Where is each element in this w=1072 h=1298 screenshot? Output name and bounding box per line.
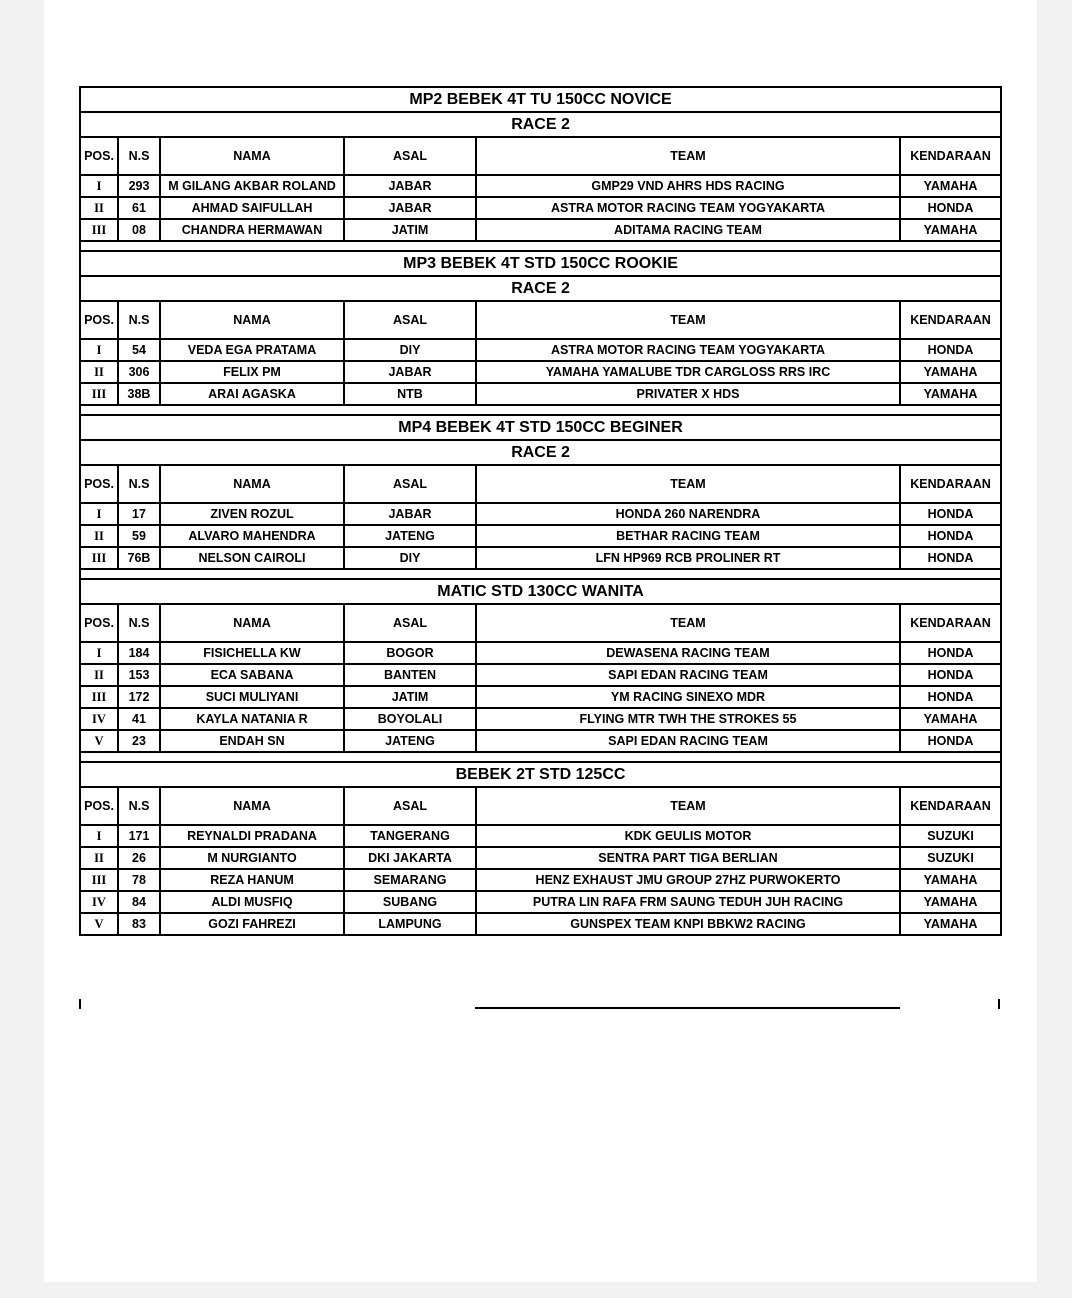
cell-nama: M GILANG AKBAR ROLAND	[160, 175, 344, 197]
cell-nama: ARAI AGASKA	[160, 383, 344, 405]
header-pos: POS.	[80, 787, 118, 825]
cell-pos: I	[80, 175, 118, 197]
table-row	[80, 825, 1001, 847]
cell-asal: JABAR	[344, 361, 476, 383]
cell-asal: JABAR	[344, 197, 476, 219]
table-row	[80, 664, 1001, 686]
cell-kendaraan: HONDA	[900, 525, 1001, 547]
section-spacer	[80, 752, 1001, 762]
header-pos: POS.	[80, 301, 118, 339]
cell-asal: DIY	[344, 547, 476, 569]
header-ns: N.S	[118, 465, 160, 503]
cell-pos: I	[80, 339, 118, 361]
cell-pos: III	[80, 869, 118, 891]
cell-pos: V	[80, 913, 118, 935]
cell-team: KDK GEULIS MOTOR	[476, 825, 900, 847]
section-title-row	[80, 415, 1001, 440]
header-kendaraan: KENDARAAN	[900, 604, 1001, 642]
cell-kendaraan: HONDA	[900, 664, 1001, 686]
table-row	[80, 361, 1001, 383]
cell-pos: II	[80, 525, 118, 547]
cell-team: PRIVATER X HDS	[476, 383, 900, 405]
cell-asal: DKI JAKARTA	[344, 847, 476, 869]
cell-ns: 26	[118, 847, 160, 869]
header-kendaraan: KENDARAAN	[900, 137, 1001, 175]
cell-team: SAPI EDAN RACING TEAM	[476, 664, 900, 686]
section-title-row	[80, 251, 1001, 276]
race-results-table	[79, 86, 1002, 936]
cell-pos: III	[80, 383, 118, 405]
table-row	[80, 503, 1001, 525]
table-row	[80, 708, 1001, 730]
cell-asal: JATENG	[344, 730, 476, 752]
cell-nama: KAYLA NATANIA R	[160, 708, 344, 730]
section-spacer	[80, 241, 1001, 251]
header-team: TEAM	[476, 787, 900, 825]
section-spacer	[80, 569, 1001, 579]
cell-nama: GOZI FAHREZI	[160, 913, 344, 935]
cell-ns: 171	[118, 825, 160, 847]
cell-team: DEWASENA RACING TEAM	[476, 642, 900, 664]
cell-team: HENZ EXHAUST JMU GROUP 27HZ PURWOKERTO	[476, 869, 900, 891]
cell-team: ASTRA MOTOR RACING TEAM YOGYAKARTA	[476, 339, 900, 361]
cell-nama: CHANDRA HERMAWAN	[160, 219, 344, 241]
cell-nama: AHMAD SAIFULLAH	[160, 197, 344, 219]
cell-nama: ALDI MUSFIQ	[160, 891, 344, 913]
section-spacer-cell	[80, 569, 1001, 579]
table-row	[80, 339, 1001, 361]
section-title-row	[80, 762, 1001, 787]
table-row	[80, 547, 1001, 569]
cell-pos: III	[80, 547, 118, 569]
cell-pos: I	[80, 825, 118, 847]
results-document	[79, 86, 1000, 936]
cell-pos: V	[80, 730, 118, 752]
header-asal: ASAL	[344, 604, 476, 642]
cell-kendaraan: HONDA	[900, 686, 1001, 708]
header-pos: POS.	[80, 465, 118, 503]
cell-kendaraan: HONDA	[900, 197, 1001, 219]
cell-ns: 61	[118, 197, 160, 219]
cell-nama: M NURGIANTO	[160, 847, 344, 869]
header-pos: POS.	[80, 604, 118, 642]
cell-asal: JABAR	[344, 175, 476, 197]
table-row	[80, 686, 1001, 708]
cell-pos: I	[80, 503, 118, 525]
cell-kendaraan: HONDA	[900, 503, 1001, 525]
section-spacer-cell	[80, 752, 1001, 762]
header-nama: NAMA	[160, 301, 344, 339]
cell-kendaraan: HONDA	[900, 339, 1001, 361]
cell-pos: II	[80, 664, 118, 686]
section-title-row	[80, 87, 1001, 112]
cell-pos: III	[80, 686, 118, 708]
cell-ns: 17	[118, 503, 160, 525]
table-row	[80, 197, 1001, 219]
section-title: MP3 BEBEK 4T STD 150CC ROOKIE	[80, 251, 1001, 276]
cell-kendaraan: HONDA	[900, 642, 1001, 664]
column-header-row	[80, 604, 1001, 642]
section-spacer-cell	[80, 405, 1001, 415]
header-ns: N.S	[118, 604, 160, 642]
section-spacer-cell	[80, 241, 1001, 251]
cell-ns: 54	[118, 339, 160, 361]
header-ns: N.S	[118, 137, 160, 175]
cell-kendaraan: YAMAHA	[900, 361, 1001, 383]
cell-asal: JATENG	[344, 525, 476, 547]
cell-pos: IV	[80, 708, 118, 730]
cell-ns: 08	[118, 219, 160, 241]
table-row	[80, 891, 1001, 913]
cell-asal: SUBANG	[344, 891, 476, 913]
header-team: TEAM	[476, 137, 900, 175]
table-row	[80, 525, 1001, 547]
cell-asal: JATIM	[344, 686, 476, 708]
cell-pos: II	[80, 197, 118, 219]
cell-nama: ZIVEN ROZUL	[160, 503, 344, 525]
section-spacer	[80, 405, 1001, 415]
header-nama: NAMA	[160, 787, 344, 825]
header-team: TEAM	[476, 604, 900, 642]
table-row	[80, 175, 1001, 197]
race-label: RACE 2	[80, 440, 1001, 465]
cell-kendaraan: YAMAHA	[900, 913, 1001, 935]
cell-team: YM RACING SINEXO MDR	[476, 686, 900, 708]
document-page	[44, 0, 1037, 1282]
race-label: RACE 2	[80, 112, 1001, 137]
cell-ns: 184	[118, 642, 160, 664]
cell-team: YAMAHA YAMALUBE TDR CARGLOSS RRS IRC	[476, 361, 900, 383]
header-asal: ASAL	[344, 301, 476, 339]
cell-nama: FISICHELLA KW	[160, 642, 344, 664]
cell-asal: BANTEN	[344, 664, 476, 686]
header-ns: N.S	[118, 787, 160, 825]
table-row	[80, 642, 1001, 664]
cell-team: ASTRA MOTOR RACING TEAM YOGYAKARTA	[476, 197, 900, 219]
cell-asal: TANGERANG	[344, 825, 476, 847]
cell-team: PUTRA LIN RAFA FRM SAUNG TEDUH JUH RACING	[476, 891, 900, 913]
cell-team: BETHAR RACING TEAM	[476, 525, 900, 547]
column-header-row	[80, 465, 1001, 503]
section-title: BEBEK 2T STD 125CC	[80, 762, 1001, 787]
cell-pos: II	[80, 361, 118, 383]
cell-kendaraan: HONDA	[900, 730, 1001, 752]
cell-ns: 23	[118, 730, 160, 752]
cell-pos: II	[80, 847, 118, 869]
race-label-row	[80, 276, 1001, 301]
header-kendaraan: KENDARAAN	[900, 787, 1001, 825]
header-nama: NAMA	[160, 465, 344, 503]
cell-ns: 172	[118, 686, 160, 708]
team-column-underline	[475, 1007, 900, 1009]
cell-team: GMP29 VND AHRS HDS RACING	[476, 175, 900, 197]
section-title: MP2 BEBEK 4T TU 150CC NOVICE	[80, 87, 1001, 112]
cell-team: SENTRA PART TIGA BERLIAN	[476, 847, 900, 869]
column-header-row	[80, 787, 1001, 825]
cell-nama: REYNALDI PRADANA	[160, 825, 344, 847]
cell-asal: DIY	[344, 339, 476, 361]
section-title-row	[80, 579, 1001, 604]
cell-team: ADITAMA RACING TEAM	[476, 219, 900, 241]
cell-pos: IV	[80, 891, 118, 913]
cell-kendaraan: HONDA	[900, 547, 1001, 569]
cell-nama: REZA HANUM	[160, 869, 344, 891]
cell-team: LFN HP969 RCB PROLINER RT	[476, 547, 900, 569]
section-title: MATIC STD 130CC WANITA	[80, 579, 1001, 604]
cell-asal: NTB	[344, 383, 476, 405]
cell-ns: 41	[118, 708, 160, 730]
cell-ns: 153	[118, 664, 160, 686]
cell-nama: ALVARO MAHENDRA	[160, 525, 344, 547]
header-nama: NAMA	[160, 137, 344, 175]
cell-asal: SEMARANG	[344, 869, 476, 891]
header-pos: POS.	[80, 137, 118, 175]
cell-asal: BOGOR	[344, 642, 476, 664]
cell-nama: ENDAH SN	[160, 730, 344, 752]
cell-team: GUNSPEX TEAM KNPI BBKW2 RACING	[476, 913, 900, 935]
header-team: TEAM	[476, 301, 900, 339]
cell-kendaraan: YAMAHA	[900, 869, 1001, 891]
cell-kendaraan: SUZUKI	[900, 847, 1001, 869]
cell-kendaraan: SUZUKI	[900, 825, 1001, 847]
table-row	[80, 219, 1001, 241]
cell-kendaraan: YAMAHA	[900, 383, 1001, 405]
cell-ns: 59	[118, 525, 160, 547]
cell-kendaraan: YAMAHA	[900, 219, 1001, 241]
header-asal: ASAL	[344, 465, 476, 503]
cell-asal: BOYOLALI	[344, 708, 476, 730]
table-edge-left	[79, 999, 81, 1009]
cell-ns: 83	[118, 913, 160, 935]
cell-ns: 76B	[118, 547, 160, 569]
cell-ns: 78	[118, 869, 160, 891]
cell-pos: I	[80, 642, 118, 664]
cell-team: HONDA 260 NARENDRA	[476, 503, 900, 525]
cell-team: FLYING MTR TWH THE STROKES 55	[476, 708, 900, 730]
cell-ns: 293	[118, 175, 160, 197]
header-team: TEAM	[476, 465, 900, 503]
cell-nama: NELSON CAIROLI	[160, 547, 344, 569]
header-asal: ASAL	[344, 787, 476, 825]
header-kendaraan: KENDARAAN	[900, 301, 1001, 339]
cell-asal: JATIM	[344, 219, 476, 241]
table-edge-right	[998, 999, 1000, 1009]
column-header-row	[80, 301, 1001, 339]
cell-pos: III	[80, 219, 118, 241]
cell-nama: SUCI MULIYANI	[160, 686, 344, 708]
race-label-row	[80, 112, 1001, 137]
race-label-row	[80, 440, 1001, 465]
table-row	[80, 847, 1001, 869]
cell-asal: LAMPUNG	[344, 913, 476, 935]
table-row	[80, 913, 1001, 935]
header-kendaraan: KENDARAAN	[900, 465, 1001, 503]
cell-nama: VEDA EGA PRATAMA	[160, 339, 344, 361]
header-asal: ASAL	[344, 137, 476, 175]
cell-kendaraan: YAMAHA	[900, 708, 1001, 730]
cell-ns: 84	[118, 891, 160, 913]
cell-kendaraan: YAMAHA	[900, 175, 1001, 197]
header-ns: N.S	[118, 301, 160, 339]
cell-kendaraan: YAMAHA	[900, 891, 1001, 913]
cell-nama: FELIX PM	[160, 361, 344, 383]
race-label: RACE 2	[80, 276, 1001, 301]
cell-nama: ECA SABANA	[160, 664, 344, 686]
table-row	[80, 730, 1001, 752]
section-title: MP4 BEBEK 4T STD 150CC BEGINER	[80, 415, 1001, 440]
cell-ns: 306	[118, 361, 160, 383]
table-row	[80, 383, 1001, 405]
cell-asal: JABAR	[344, 503, 476, 525]
table-row	[80, 869, 1001, 891]
header-nama: NAMA	[160, 604, 344, 642]
cell-team: SAPI EDAN RACING TEAM	[476, 730, 900, 752]
column-header-row	[80, 137, 1001, 175]
cell-ns: 38B	[118, 383, 160, 405]
